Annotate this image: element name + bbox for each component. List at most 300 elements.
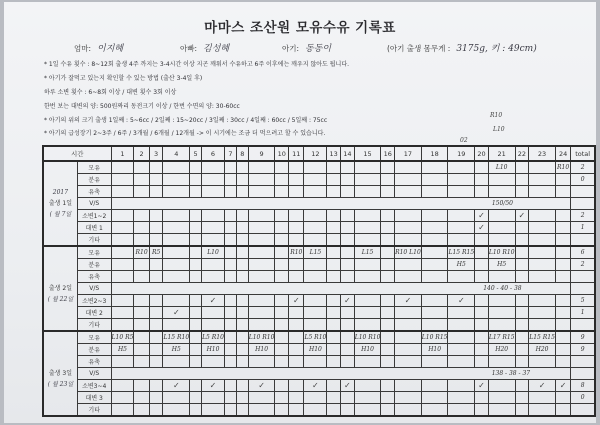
log-cell[interactable] bbox=[236, 331, 248, 344]
log-cell[interactable] bbox=[248, 295, 275, 307]
log-cell[interactable] bbox=[202, 222, 225, 234]
log-cell[interactable] bbox=[248, 356, 275, 368]
log-cell[interactable] bbox=[327, 234, 341, 247]
log-cell[interactable] bbox=[475, 380, 489, 392]
log-cell[interactable] bbox=[149, 319, 163, 332]
log-cell[interactable]: R5 bbox=[149, 246, 163, 259]
log-cell[interactable] bbox=[475, 174, 489, 186]
log-cell[interactable]: H5 bbox=[488, 259, 515, 271]
log-cell[interactable] bbox=[421, 222, 448, 234]
log-cell[interactable] bbox=[475, 246, 489, 259]
log-cell[interactable]: L10 R10 bbox=[248, 331, 275, 344]
log-cell[interactable] bbox=[202, 161, 225, 174]
log-cell[interactable] bbox=[224, 161, 236, 174]
row-total[interactable]: 2 bbox=[571, 210, 595, 222]
log-cell[interactable] bbox=[341, 210, 355, 222]
log-cell[interactable] bbox=[515, 307, 529, 319]
log-cell[interactable] bbox=[421, 259, 448, 271]
log-cell[interactable] bbox=[236, 161, 248, 174]
log-cell[interactable] bbox=[304, 307, 327, 319]
log-cell[interactable] bbox=[111, 307, 134, 319]
log-cell[interactable] bbox=[475, 259, 489, 271]
log-cell[interactable] bbox=[248, 271, 275, 283]
log-cell[interactable] bbox=[275, 161, 289, 174]
log-cell[interactable] bbox=[529, 234, 556, 247]
log-cell[interactable] bbox=[275, 271, 289, 283]
log-cell[interactable] bbox=[341, 246, 355, 259]
log-cell[interactable] bbox=[248, 319, 275, 332]
log-cell[interactable] bbox=[421, 356, 448, 368]
log-cell[interactable] bbox=[275, 319, 289, 332]
log-cell[interactable] bbox=[354, 210, 381, 222]
log-cell[interactable] bbox=[111, 234, 134, 247]
log-cell[interactable] bbox=[190, 331, 202, 344]
log-cell[interactable] bbox=[327, 380, 341, 392]
log-cell[interactable] bbox=[289, 186, 304, 198]
log-cell[interactable] bbox=[111, 186, 134, 198]
log-cell[interactable] bbox=[421, 380, 448, 392]
row-total[interactable]: 8 bbox=[571, 380, 595, 392]
log-cell[interactable] bbox=[275, 234, 289, 247]
log-cell[interactable] bbox=[515, 319, 529, 332]
log-cell[interactable]: R10 L10 bbox=[395, 246, 422, 259]
log-cell[interactable] bbox=[395, 174, 422, 186]
log-cell[interactable]: R10 bbox=[289, 246, 304, 259]
log-cell[interactable] bbox=[421, 174, 448, 186]
log-cell[interactable] bbox=[381, 344, 395, 356]
log-cell[interactable]: H20 bbox=[529, 344, 556, 356]
log-cell[interactable] bbox=[515, 331, 529, 344]
vital-signs-entry[interactable]: 138 - 38 - 37 bbox=[111, 368, 571, 380]
log-cell[interactable] bbox=[248, 392, 275, 404]
log-cell[interactable] bbox=[304, 392, 327, 404]
log-cell[interactable] bbox=[381, 380, 395, 392]
log-cell[interactable] bbox=[289, 271, 304, 283]
log-cell[interactable]: L15 R15 bbox=[529, 331, 556, 344]
log-cell[interactable] bbox=[236, 246, 248, 259]
log-cell[interactable] bbox=[395, 271, 422, 283]
log-cell[interactable] bbox=[190, 392, 202, 404]
log-cell[interactable]: L15 R15 bbox=[448, 246, 475, 259]
log-cell[interactable] bbox=[395, 161, 422, 174]
log-cell[interactable] bbox=[448, 161, 475, 174]
log-cell[interactable] bbox=[395, 319, 422, 332]
log-cell[interactable] bbox=[448, 319, 475, 332]
log-cell[interactable] bbox=[202, 234, 225, 247]
log-cell[interactable] bbox=[327, 246, 341, 259]
log-cell[interactable] bbox=[304, 404, 327, 417]
log-cell[interactable] bbox=[354, 295, 381, 307]
log-cell[interactable] bbox=[202, 319, 225, 332]
log-cell[interactable] bbox=[488, 404, 515, 417]
log-cell[interactable] bbox=[149, 331, 163, 344]
log-cell[interactable] bbox=[341, 319, 355, 332]
log-cell[interactable] bbox=[555, 404, 570, 417]
log-cell[interactable] bbox=[555, 392, 570, 404]
log-cell[interactable] bbox=[289, 331, 304, 344]
log-cell[interactable] bbox=[202, 307, 225, 319]
log-cell[interactable] bbox=[289, 161, 304, 174]
log-cell[interactable] bbox=[475, 356, 489, 368]
log-cell[interactable] bbox=[341, 380, 355, 392]
log-cell[interactable] bbox=[111, 356, 134, 368]
log-cell[interactable] bbox=[327, 271, 341, 283]
log-cell[interactable] bbox=[354, 174, 381, 186]
log-cell[interactable] bbox=[475, 161, 489, 174]
log-cell[interactable] bbox=[515, 344, 529, 356]
log-cell[interactable] bbox=[341, 344, 355, 356]
log-cell[interactable] bbox=[327, 319, 341, 332]
log-cell[interactable] bbox=[515, 174, 529, 186]
log-cell[interactable] bbox=[149, 161, 163, 174]
log-cell[interactable] bbox=[304, 356, 327, 368]
log-cell[interactable] bbox=[248, 246, 275, 259]
log-cell[interactable] bbox=[149, 174, 163, 186]
vital-signs-entry[interactable]: 140 - 40 - 38 bbox=[111, 283, 571, 295]
log-cell[interactable] bbox=[289, 295, 304, 307]
log-cell[interactable] bbox=[448, 295, 475, 307]
log-cell[interactable]: H10 bbox=[354, 344, 381, 356]
log-cell[interactable] bbox=[190, 222, 202, 234]
log-cell[interactable] bbox=[515, 259, 529, 271]
log-cell[interactable] bbox=[475, 404, 489, 417]
log-cell[interactable] bbox=[289, 356, 304, 368]
log-cell[interactable] bbox=[304, 222, 327, 234]
log-cell[interactable] bbox=[134, 234, 149, 247]
log-cell[interactable] bbox=[448, 174, 475, 186]
log-cell[interactable] bbox=[488, 210, 515, 222]
row-total[interactable]: 1 bbox=[571, 222, 595, 234]
log-cell[interactable] bbox=[248, 161, 275, 174]
log-cell[interactable] bbox=[111, 246, 134, 259]
log-cell[interactable] bbox=[529, 246, 556, 259]
log-cell[interactable] bbox=[555, 222, 570, 234]
log-cell[interactable]: H20 bbox=[488, 344, 515, 356]
row-total[interactable] bbox=[571, 368, 595, 380]
log-cell[interactable] bbox=[190, 210, 202, 222]
log-cell[interactable] bbox=[488, 307, 515, 319]
log-cell[interactable] bbox=[555, 331, 570, 344]
log-cell[interactable] bbox=[555, 210, 570, 222]
log-cell[interactable] bbox=[448, 222, 475, 234]
log-cell[interactable] bbox=[111, 295, 134, 307]
log-cell[interactable] bbox=[163, 234, 190, 247]
log-cell[interactable] bbox=[190, 234, 202, 247]
log-cell[interactable] bbox=[202, 404, 225, 417]
log-cell[interactable] bbox=[236, 174, 248, 186]
log-cell[interactable] bbox=[475, 186, 489, 198]
log-cell[interactable] bbox=[341, 161, 355, 174]
log-cell[interactable] bbox=[555, 344, 570, 356]
log-cell[interactable] bbox=[224, 319, 236, 332]
log-cell[interactable] bbox=[529, 259, 556, 271]
log-cell[interactable] bbox=[236, 356, 248, 368]
log-cell[interactable] bbox=[529, 356, 556, 368]
log-cell[interactable] bbox=[248, 174, 275, 186]
log-cell[interactable] bbox=[304, 174, 327, 186]
log-cell[interactable] bbox=[341, 222, 355, 234]
log-cell[interactable] bbox=[354, 271, 381, 283]
log-cell[interactable] bbox=[111, 259, 134, 271]
log-cell[interactable] bbox=[275, 295, 289, 307]
log-cell[interactable] bbox=[190, 319, 202, 332]
log-cell[interactable] bbox=[448, 392, 475, 404]
log-cell[interactable] bbox=[275, 186, 289, 198]
log-cell[interactable] bbox=[236, 404, 248, 417]
log-cell[interactable] bbox=[341, 271, 355, 283]
log-cell[interactable] bbox=[515, 380, 529, 392]
log-cell[interactable]: L10 bbox=[488, 161, 515, 174]
row-total[interactable] bbox=[571, 198, 595, 210]
log-cell[interactable] bbox=[448, 331, 475, 344]
log-cell[interactable] bbox=[149, 404, 163, 417]
log-cell[interactable] bbox=[421, 319, 448, 332]
log-cell[interactable] bbox=[488, 186, 515, 198]
log-cell[interactable] bbox=[224, 234, 236, 247]
log-cell[interactable] bbox=[248, 404, 275, 417]
log-cell[interactable] bbox=[555, 234, 570, 247]
log-cell[interactable] bbox=[488, 392, 515, 404]
log-cell[interactable] bbox=[475, 271, 489, 283]
log-cell[interactable] bbox=[529, 295, 556, 307]
log-cell[interactable] bbox=[304, 210, 327, 222]
log-cell[interactable] bbox=[354, 380, 381, 392]
log-cell[interactable] bbox=[224, 259, 236, 271]
log-cell[interactable] bbox=[354, 392, 381, 404]
log-cell[interactable] bbox=[448, 307, 475, 319]
log-cell[interactable] bbox=[134, 210, 149, 222]
log-cell[interactable] bbox=[236, 319, 248, 332]
log-cell[interactable] bbox=[111, 392, 134, 404]
log-cell[interactable] bbox=[163, 246, 190, 259]
log-cell[interactable] bbox=[381, 271, 395, 283]
log-cell[interactable] bbox=[515, 234, 529, 247]
log-cell[interactable] bbox=[327, 295, 341, 307]
log-cell[interactable]: R10 bbox=[134, 246, 149, 259]
log-cell[interactable] bbox=[111, 161, 134, 174]
log-cell[interactable] bbox=[236, 271, 248, 283]
log-cell[interactable] bbox=[555, 246, 570, 259]
log-cell[interactable] bbox=[190, 259, 202, 271]
log-cell[interactable] bbox=[163, 380, 190, 392]
log-cell[interactable] bbox=[289, 234, 304, 247]
log-cell[interactable] bbox=[515, 246, 529, 259]
log-cell[interactable] bbox=[134, 186, 149, 198]
log-cell[interactable] bbox=[304, 319, 327, 332]
log-cell[interactable] bbox=[202, 271, 225, 283]
log-cell[interactable] bbox=[381, 174, 395, 186]
log-cell[interactable] bbox=[515, 295, 529, 307]
log-cell[interactable]: H10 bbox=[248, 344, 275, 356]
log-cell[interactable] bbox=[289, 380, 304, 392]
log-cell[interactable] bbox=[395, 295, 422, 307]
log-cell[interactable] bbox=[448, 404, 475, 417]
log-cell[interactable] bbox=[475, 234, 489, 247]
log-cell[interactable] bbox=[381, 319, 395, 332]
log-cell[interactable]: R10 bbox=[555, 161, 570, 174]
log-cell[interactable] bbox=[289, 259, 304, 271]
log-cell[interactable]: L15 bbox=[304, 246, 327, 259]
log-cell[interactable] bbox=[515, 222, 529, 234]
log-cell[interactable] bbox=[275, 392, 289, 404]
log-cell[interactable] bbox=[341, 259, 355, 271]
log-cell[interactable] bbox=[149, 344, 163, 356]
log-cell[interactable] bbox=[555, 319, 570, 332]
log-cell[interactable]: L15 bbox=[354, 246, 381, 259]
log-cell[interactable] bbox=[289, 404, 304, 417]
row-total[interactable]: 9 bbox=[571, 331, 595, 344]
log-cell[interactable] bbox=[236, 295, 248, 307]
log-cell[interactable] bbox=[163, 186, 190, 198]
log-cell[interactable] bbox=[395, 356, 422, 368]
log-cell[interactable] bbox=[224, 344, 236, 356]
log-cell[interactable]: H10 bbox=[304, 344, 327, 356]
log-cell[interactable] bbox=[163, 319, 190, 332]
log-cell[interactable]: L10 bbox=[202, 246, 225, 259]
log-cell[interactable] bbox=[190, 246, 202, 259]
log-cell[interactable] bbox=[555, 356, 570, 368]
log-cell[interactable]: L10 R10 bbox=[354, 331, 381, 344]
log-cell[interactable] bbox=[149, 210, 163, 222]
log-cell[interactable] bbox=[275, 344, 289, 356]
log-cell[interactable] bbox=[111, 380, 134, 392]
log-cell[interactable] bbox=[224, 174, 236, 186]
log-cell[interactable] bbox=[134, 319, 149, 332]
log-cell[interactable] bbox=[529, 161, 556, 174]
log-cell[interactable] bbox=[488, 295, 515, 307]
row-total[interactable]: 5 bbox=[571, 295, 595, 307]
log-cell[interactable] bbox=[236, 344, 248, 356]
log-cell[interactable] bbox=[289, 174, 304, 186]
log-cell[interactable] bbox=[202, 174, 225, 186]
log-cell[interactable] bbox=[341, 307, 355, 319]
log-cell[interactable] bbox=[304, 259, 327, 271]
log-cell[interactable] bbox=[341, 174, 355, 186]
log-cell[interactable] bbox=[327, 356, 341, 368]
log-cell[interactable] bbox=[111, 271, 134, 283]
row-total[interactable]: 2 bbox=[571, 259, 595, 271]
log-cell[interactable] bbox=[134, 392, 149, 404]
log-cell[interactable] bbox=[515, 404, 529, 417]
log-cell[interactable] bbox=[529, 271, 556, 283]
log-cell[interactable] bbox=[515, 356, 529, 368]
log-cell[interactable] bbox=[475, 319, 489, 332]
row-total[interactable] bbox=[571, 319, 595, 332]
log-cell[interactable] bbox=[304, 234, 327, 247]
log-cell[interactable] bbox=[475, 222, 489, 234]
log-cell[interactable] bbox=[448, 186, 475, 198]
log-cell[interactable] bbox=[327, 210, 341, 222]
log-cell[interactable] bbox=[529, 404, 556, 417]
log-cell[interactable] bbox=[515, 392, 529, 404]
log-cell[interactable] bbox=[421, 271, 448, 283]
log-cell[interactable] bbox=[555, 307, 570, 319]
log-cell[interactable] bbox=[341, 356, 355, 368]
log-cell[interactable] bbox=[395, 380, 422, 392]
log-cell[interactable] bbox=[395, 186, 422, 198]
log-cell[interactable] bbox=[190, 186, 202, 198]
log-cell[interactable] bbox=[236, 186, 248, 198]
log-cell[interactable] bbox=[163, 174, 190, 186]
log-cell[interactable] bbox=[341, 186, 355, 198]
log-cell[interactable] bbox=[421, 234, 448, 247]
log-cell[interactable] bbox=[555, 380, 570, 392]
log-cell[interactable] bbox=[224, 246, 236, 259]
log-cell[interactable] bbox=[163, 259, 190, 271]
log-cell[interactable] bbox=[224, 380, 236, 392]
log-cell[interactable] bbox=[134, 356, 149, 368]
log-cell[interactable] bbox=[354, 319, 381, 332]
log-cell[interactable]: L17 R15 bbox=[488, 331, 515, 344]
log-cell[interactable] bbox=[381, 222, 395, 234]
log-cell[interactable] bbox=[248, 222, 275, 234]
log-cell[interactable] bbox=[354, 259, 381, 271]
log-cell[interactable] bbox=[134, 331, 149, 344]
log-cell[interactable] bbox=[134, 344, 149, 356]
log-cell[interactable] bbox=[236, 380, 248, 392]
log-cell[interactable] bbox=[163, 295, 190, 307]
log-cell[interactable] bbox=[275, 246, 289, 259]
log-cell[interactable] bbox=[341, 295, 355, 307]
log-cell[interactable] bbox=[202, 295, 225, 307]
row-total[interactable] bbox=[571, 234, 595, 247]
log-cell[interactable] bbox=[354, 234, 381, 247]
log-cell[interactable] bbox=[304, 295, 327, 307]
log-cell[interactable] bbox=[448, 356, 475, 368]
log-cell[interactable] bbox=[163, 356, 190, 368]
log-cell[interactable] bbox=[163, 210, 190, 222]
log-cell[interactable] bbox=[289, 344, 304, 356]
log-cell[interactable] bbox=[224, 331, 236, 344]
log-cell[interactable] bbox=[236, 259, 248, 271]
row-total[interactable]: 9 bbox=[571, 344, 595, 356]
log-cell[interactable] bbox=[134, 271, 149, 283]
log-cell[interactable] bbox=[275, 222, 289, 234]
log-cell[interactable] bbox=[149, 295, 163, 307]
log-cell[interactable] bbox=[381, 356, 395, 368]
log-cell[interactable] bbox=[354, 307, 381, 319]
log-cell[interactable] bbox=[488, 319, 515, 332]
log-cell[interactable] bbox=[163, 222, 190, 234]
log-cell[interactable] bbox=[134, 259, 149, 271]
row-total[interactable] bbox=[571, 356, 595, 368]
log-cell[interactable] bbox=[381, 295, 395, 307]
log-cell[interactable] bbox=[304, 186, 327, 198]
log-cell[interactable] bbox=[555, 295, 570, 307]
log-cell[interactable] bbox=[236, 307, 248, 319]
log-cell[interactable] bbox=[395, 344, 422, 356]
log-cell[interactable] bbox=[327, 222, 341, 234]
log-cell[interactable] bbox=[134, 307, 149, 319]
row-total[interactable] bbox=[571, 186, 595, 198]
log-cell[interactable] bbox=[163, 271, 190, 283]
log-cell[interactable] bbox=[421, 307, 448, 319]
log-cell[interactable] bbox=[111, 222, 134, 234]
log-cell[interactable] bbox=[149, 222, 163, 234]
log-cell[interactable] bbox=[515, 186, 529, 198]
log-cell[interactable] bbox=[381, 331, 395, 344]
log-cell[interactable] bbox=[275, 259, 289, 271]
log-cell[interactable] bbox=[224, 210, 236, 222]
row-total[interactable]: 0 bbox=[571, 174, 595, 186]
log-cell[interactable] bbox=[421, 161, 448, 174]
log-cell[interactable] bbox=[202, 380, 225, 392]
log-cell[interactable] bbox=[421, 392, 448, 404]
log-cell[interactable] bbox=[555, 271, 570, 283]
log-cell[interactable] bbox=[190, 380, 202, 392]
log-cell[interactable] bbox=[475, 344, 489, 356]
log-cell[interactable] bbox=[149, 356, 163, 368]
